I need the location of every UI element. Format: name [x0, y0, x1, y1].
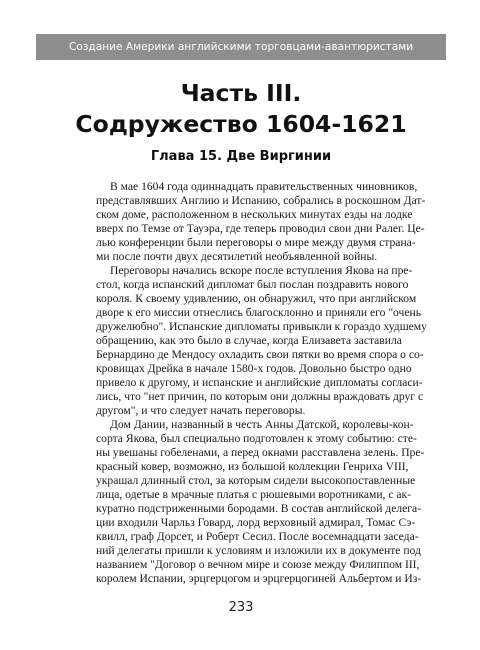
text-line: королем Испании, эрцгерцогом и эрцгерцогиней Альбертом и Из-: [96, 572, 422, 585]
text-line: ском доме, расположенном в нескольких минутах езды на лодке: [96, 208, 413, 221]
text-line: сорта Якова, был специально подготовлен к этому событию: сте-: [96, 432, 417, 445]
part-title-line-2: Содружество 1604-1621: [75, 110, 407, 138]
text-line: ми после почти двух десятилетий необъявленной войны.: [96, 250, 378, 263]
text-line: красный ковер, возможно, из большой коллекции Генриха VIII,: [96, 460, 409, 473]
text-line: ны увешаны гобеленами, а перед окнами расставлена зелень. Пре-: [96, 446, 425, 459]
text-line: Бернардино де Мендосу охладить свои пятки во время спора о со-: [96, 348, 424, 361]
running-header: Создание Америки английскими торговцами-авантюристами: [36, 34, 446, 60]
chapter-title: Глава 15. Две Виргинии: [150, 149, 332, 164]
text-line: представлявших Англию и Испанию, собрались в роскошном Дат-: [96, 194, 426, 207]
text-line: привело к другому, и испанские и английские дипломаты согласи-: [96, 376, 423, 389]
text-line: ции входили Чарльз Говард, лорд верховный адмирал, Томас Сэ-: [96, 516, 416, 529]
text-line: лью конференции были переговоры о мире между двумя страна-: [96, 236, 416, 249]
text-line: короля. К своему удивлению, он обнаружил, что при английском: [96, 292, 417, 305]
text-line: обращению, как это было в случае, когда Елизавета заставила: [96, 334, 402, 347]
text-line: Дом Дании, названный в честь Анны Датской, королевы-кон-: [110, 418, 414, 431]
text-line: вверх по Темзе от Тауэра, где теперь проводил свои дни Ралег. Це-: [96, 222, 425, 235]
text-line: куратно подстриженными бородами. В состав английской делега-: [96, 502, 422, 515]
text-line: лица, одетые в мрачные платья с рюшевыми воротниками, с ак-: [96, 488, 412, 501]
text-line: В мае 1604 года одиннадцать правительственных чиновников,: [110, 180, 418, 193]
page-number: 233: [228, 600, 254, 615]
part-title-line-1: Часть III.: [180, 79, 302, 107]
text-line: квилл, граф Дорсет, и Роберт Сесил. После восемнадцати заседа-: [96, 530, 419, 543]
text-line: другом", и что следует начать переговоры.: [96, 404, 306, 417]
text-line: стол, когда испанский дипломат был послан поздравить нового: [96, 278, 409, 291]
text-line: украшал длинный стол, за которым сидели высокопоставленные: [96, 474, 416, 487]
text-line: ний делегаты пришли к условиям и изложили их в документе под: [96, 544, 421, 557]
text-line: дружелюбно". Испанские дипломаты привыкли к гораздо худшему: [96, 320, 427, 333]
text-line: лись, что "нет причин, по которым они должны враждовать друг с: [96, 390, 424, 403]
text-line: Переговоры начались вскоре после вступления Якова на пре-: [110, 264, 413, 277]
text-line: дворе к его миссии отнеслись благосклонно и приняли его "очень: [96, 306, 422, 319]
text-line: кровищах Дрейка в начале 1580-х годов. Довольно быстро одно: [96, 362, 412, 375]
text-line: названием "Договор о вечном мире и союзе между Филиппом III,: [96, 558, 420, 571]
